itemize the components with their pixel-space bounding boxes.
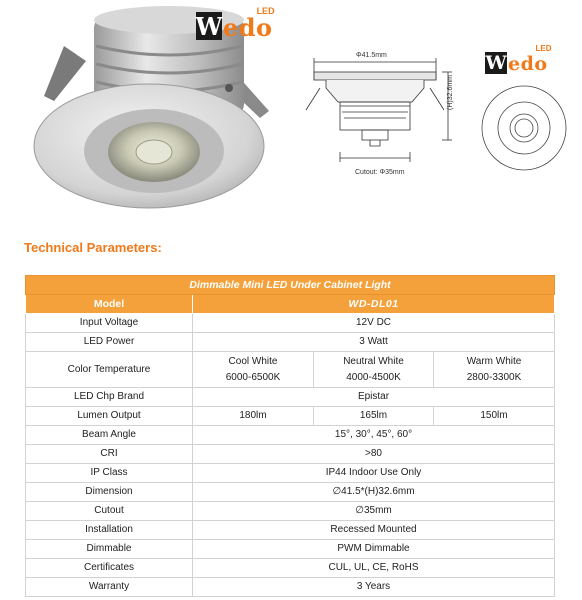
table-row xyxy=(26,521,555,540)
row-value: Recessed Mounted xyxy=(193,521,555,540)
table-row xyxy=(26,578,555,597)
row-value: IP44 Indoor Use Only xyxy=(193,464,555,483)
row-value: 12V DC xyxy=(193,314,555,333)
row-label: Input Voltage xyxy=(26,314,193,333)
row-value: PWM Dimmable xyxy=(193,540,555,559)
table-row xyxy=(26,407,555,426)
product-images xyxy=(0,0,582,225)
row-value: 15°, 30°, 45°, 60° xyxy=(193,426,555,445)
front-view-diagram xyxy=(478,82,570,174)
model-label: Model xyxy=(26,295,193,314)
row-value: >80 xyxy=(193,445,555,464)
row-label: Lumen Output xyxy=(26,407,193,426)
row-label: Cutout xyxy=(26,502,193,521)
warm-white-cell xyxy=(434,352,555,388)
table-row xyxy=(26,483,555,502)
table-header-row xyxy=(26,295,555,314)
table-row xyxy=(26,388,555,407)
row-value: Epistar xyxy=(193,388,555,407)
lumen-cool: 180lm xyxy=(193,407,314,426)
table-row xyxy=(26,559,555,578)
brand-logo: W edo LED xyxy=(195,6,275,42)
cutout-dimension: Cutout: Φ35mm xyxy=(355,169,405,176)
table-row xyxy=(26,352,555,388)
cool-white-cell xyxy=(193,352,314,388)
table-row xyxy=(26,445,555,464)
cool-white-range: 6000-6500K xyxy=(225,371,281,383)
table-row xyxy=(26,314,555,333)
section-title: Technical Parameters: xyxy=(24,240,162,255)
model-value: WD-DL01 xyxy=(193,295,555,314)
table-row xyxy=(26,502,555,521)
row-label: Beam Angle xyxy=(26,426,193,445)
dimension-diagram xyxy=(300,40,470,180)
table-title: Dimmable Mini LED Under Cabinet Light xyxy=(26,276,555,295)
cool-white-name: Cool White xyxy=(228,355,278,367)
height-dimension: (H)32.6mm xyxy=(447,74,454,110)
row-value: 3 Watt xyxy=(193,333,555,352)
table-row xyxy=(26,464,555,483)
neutral-white-name: Neutral White xyxy=(343,355,404,367)
row-label: CRI xyxy=(26,445,193,464)
table-title-row xyxy=(26,276,555,295)
warm-white-range: 2800-3300K xyxy=(466,371,522,383)
row-label: Installation xyxy=(26,521,193,540)
neutral-white-range: 4000-4500K xyxy=(346,371,401,383)
row-label: Dimension xyxy=(26,483,193,502)
row-label: IP Class xyxy=(26,464,193,483)
row-label: Certificates xyxy=(26,559,193,578)
row-label: Dimmable xyxy=(26,540,193,559)
table-row xyxy=(26,333,555,352)
brand-logo-small: W edo LED xyxy=(485,44,552,75)
row-value: ∅41.5*(H)32.6mm xyxy=(193,483,555,502)
table-row xyxy=(26,426,555,445)
row-label: LED Chp Brand xyxy=(26,388,193,407)
spec-table xyxy=(25,275,555,597)
table-row xyxy=(26,540,555,559)
row-label: Warranty xyxy=(26,578,193,597)
row-label: LED Power xyxy=(26,333,193,352)
row-value: CUL, UL, CE, RoHS xyxy=(193,559,555,578)
lumen-neutral: 165lm xyxy=(314,407,434,426)
lumen-warm: 150lm xyxy=(434,407,555,426)
width-dimension: Φ41.5mm xyxy=(356,52,387,59)
warm-white-name: Warm White xyxy=(466,355,522,367)
neutral-white-cell xyxy=(314,352,434,388)
row-value: ∅35mm xyxy=(193,502,555,521)
row-value: 3 Years xyxy=(193,578,555,597)
row-label: Color Temperature xyxy=(26,352,193,388)
